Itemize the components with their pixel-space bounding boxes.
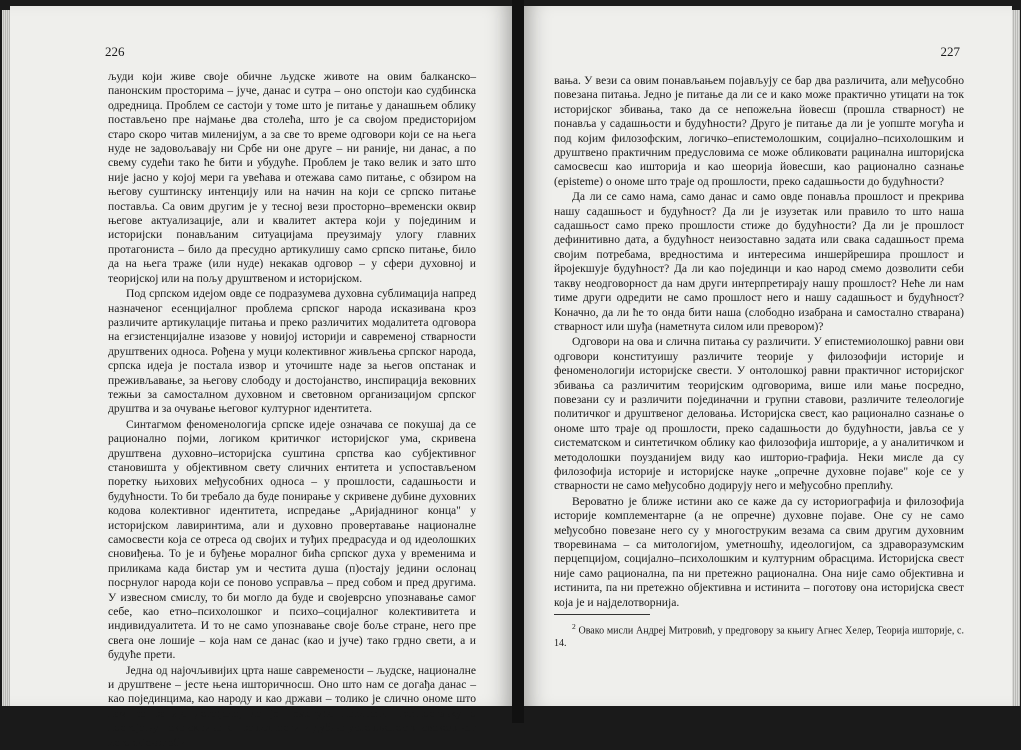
book-gutter xyxy=(512,0,524,723)
paragraph: Да ли се само нама, само данас и само овде понавља прошлост и прекрива нашу садашњост и будућност? Да ли је изузетак или правило то што наша садашњост само преко прошлости стиже до будућности? Да ли је прошлост дефинитивно дата, а будућност неизоставно задата или свака садашњост према својим потребама, вредностима и интересима иншерйреширa прошлост и йројекшује будућност? Да ли као појединци и као народ смемо дозволити себи такву неодговорност да нам други интерпретирају нашу прошлост? Неће ли нам тиме други одредити не само прошлост него и нашу садашњост и будућност? Коначно, да ли ће то онда бити наша (слободно изабрана и самостално стварана) стварност или шуђа (наметнута силом или превором)? xyxy=(554,190,964,333)
paragraph: Вероватно је ближе истини ако се каже да су историографија и филозофија историје комплементарне (а не опречне) духовне појаве. Оне су не само међусобно повезане него су у многоструким везама са свим другим духовним творевинама – са митологијом, уметношћу, идеологијом, са здраворазумским перцепцијом, социјално–психолошким и културним обрасцима. Историјска свест није само рационална, па ни претежно рационална. Она није само објективна и истинита, па ни претежно објективна и истинита – поготову она историјска свест која је и најделотворнија. xyxy=(554,494,964,609)
footnote-rule xyxy=(554,614,650,615)
paragraph: Одговори на ова и слична питања су различити. У епистемиолошкој равни ови одговори конституишу различите теорије у филозофији историје и феноменологији историјске свести. У онтолошкој равни практичног историјског збивања са различитим теоријским одговорима, више или мање посредно, повезани су и различити појединачни и групни ставови, различите телеологије политичког и друштвеног деловања. Историјска свест, као рационално сазнање о ономе што траје од прошлости, преко садашњости до будућности, јавља се у систематском и синтетичком облику као филозофија ишторије, а у аналитичком и методолошки поузданијем виду као ишторио-графија. Неки мисле да су филозофија историје и историјске науке „опречне духовне појаве" које се у стварности не само међусобно додирују него и међусобно преплићу. xyxy=(554,335,964,493)
paragraph: вања. У вези са овим понављањем појављују се бар два различита, али међусобно повезана питања. Једно је питање да ли се и како може практично утицати на ток историјског збивања, тако да се непожељна йовесш (прошла стварност) не понавља у садашњости и будућности? Друго је питање да ли је уопште могућа и под којим филозофским, логичко–епистемолошким, социјално–психолошким и друштвено практичним предусловима се може обликовати рацинална ишторијска самосвесш као ишторија и као шеорија йовесши, као рационално сазнање (episteme) о ономе што траје од прошлости, преко садашњости до будућности? xyxy=(554,74,964,188)
page-number-left: 226 xyxy=(105,44,125,59)
page-edge-stack-left xyxy=(2,10,10,706)
left-page-body xyxy=(108,70,476,750)
footnote-text: Овако мисли Андреј Митровић, у предговору за књигу Агнес Хелер, Теорија ишторије, с. 14. xyxy=(554,625,964,649)
footnote-marker: 2 xyxy=(572,622,576,632)
right-page-body xyxy=(554,74,964,650)
paragraph: Једна од најочљивијих црта наше савремености – људске, националне и друштвене – јесте њена ишторичносш. Оно што нам се догађа данас – као појединцима, као народу и као држави – толико је слично ономе што нам се раније догађало, да је немогуће негирати претпоставку о постојању неке скривене правилности и дубље условљености свеколиког историјског зби- xyxy=(108,663,476,749)
right-page xyxy=(524,6,1012,706)
page-number-right: 227 xyxy=(940,44,960,59)
paragraph: Под српском идејом овде се подразумева духовна сублимација напред назначеног есенцијалног проблема српског народа исказивана кроз различите артикулације питања и преко различитих модалитета одговора на егзистенцијалне изазове у новијој историји и савременој стварности друштвених односа. Рођена у муци колективног живљења српског народа, српска идеја је постала извор и уточиште наде за његов опстанак и преживљавање, за његову слободу и достојанство, инспирација вековних тежњи за самосталном духовном и световном организацијом српског друштва и за очување његовог културног идентитета. xyxy=(108,287,476,416)
footnote xyxy=(554,621,964,650)
page-edge-stack-right xyxy=(1012,10,1020,706)
paragraph: Синтагмом феноменологија српске идеје означава се покушај да се рационално појми, логиком критичког историјског ума, скривена друштвена духовно–историјска суштина српства као субјективног становишта у објективном свету сличних ентитета и успостављеном поретку њихових међусобних односа – у прошлости, садашњости и будућности. То би требало да буде понирање у скривене дубине духовних кодова колективног идентитета, испредање „Аријадниног конца" у историјском лавиринтима, али и духовно провертавање националне самосвести која се отреса од својих и туђих предрасуда и од идеолошких сновиђења. То је и буђење моралног бића српског духа у временима и приликама када бистар ум и честита душа (п)остају једини ослонац посрнулог народа који се поново усправља – пред собом и пред другима. У извесном смислу, то би могло да буде и својеврсно упознавање самог себе, као етно–психолошког и психо–социјалног колективитета и индивидуалитета. И то не само упознавање своје боље стране, него пре свега оне лошије – која нам се данас (као и јуче) тако грдно свети, а и будуће прети. xyxy=(108,417,476,662)
paragraph: људи који живе своје обичне људске животе на овим балканско–панонским просторима – јуче, данас и сутра – оно опстоји као судбинска одредница. Проблем се састоји у томе што је питање у данашњем облику постављено пре најмање два столећа, што је са својом предисторијом старо скоро читав миленијум, а за све то време одговори који се на њега нуде не задовољавају ни Србе ни оне друге – ни раније, ни данас, а по свему судећи тако ће бити и убудуће. Проблем је тако велик и зато што није јасно у којој мери га увећава и отежава само питање, с обзиром на његову суштинску интенцију или на начин на који се српско питање поставља. Са овим другим је у тесној вези просторно–временски оквир његове актуализације, али и квалитет актера који у појединим и историјски понављаним ситуацијама преузимају улогу главних протагониста – било да пресудно артикулишу само српско питање, било да на њега траже (или нуде) некакав одговор – у сфери духовној и теоријској или на пољу друштвеном и историјском. xyxy=(108,70,476,285)
left-page xyxy=(10,6,513,749)
